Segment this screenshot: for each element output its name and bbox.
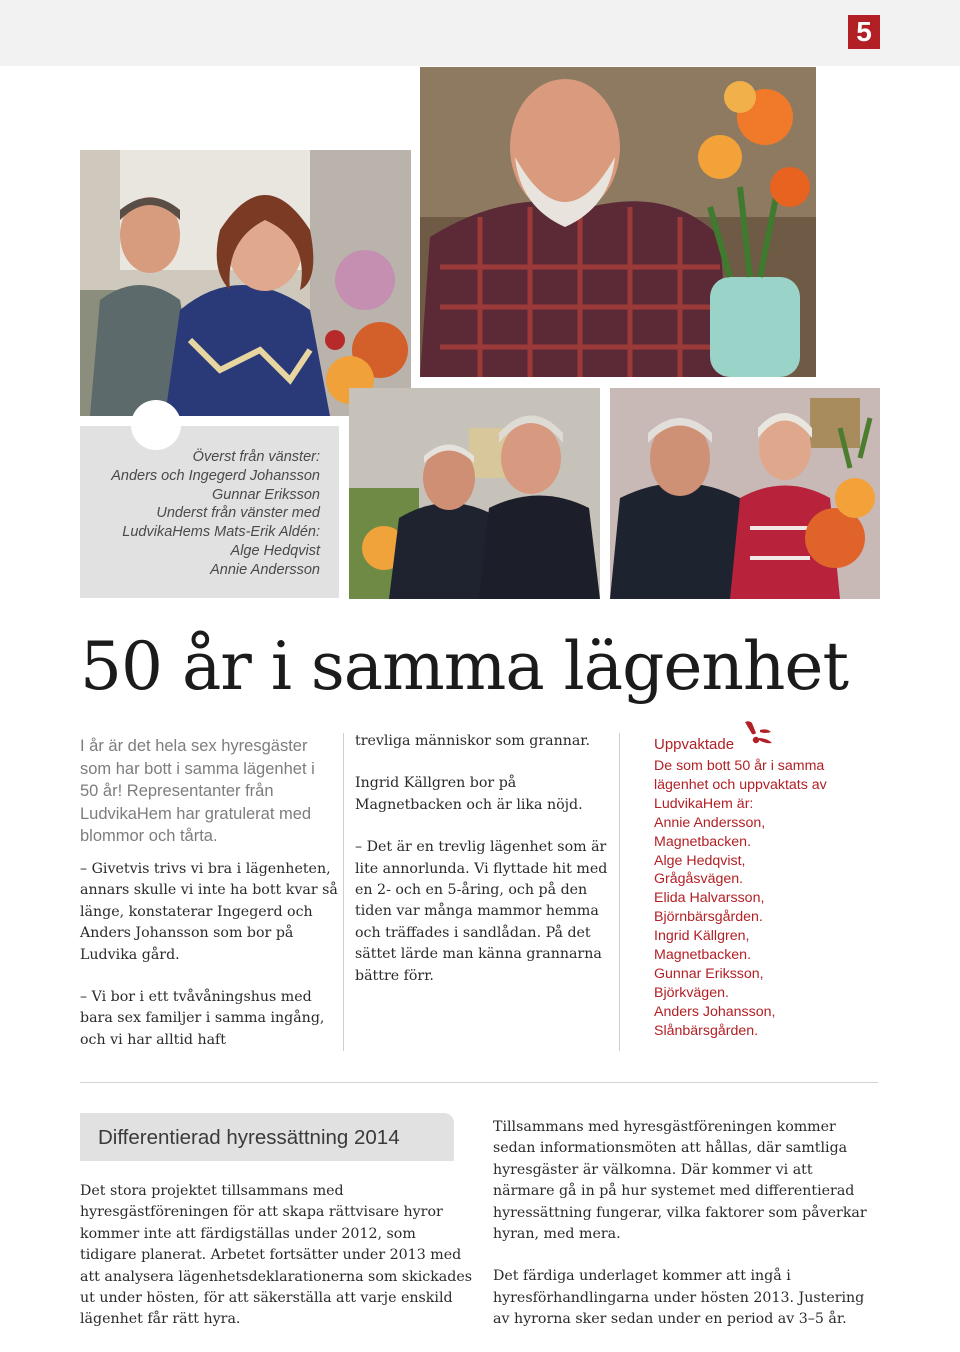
caption-line: LudvikaHems Mats-Erik Aldén:	[122, 524, 320, 541]
sidebar-line: lägenhet och uppvaktats av	[654, 776, 827, 793]
top-bar	[0, 0, 960, 66]
paragraph: Tillsammans med hyresgästföreningen kommer sedan informationsmöten att hållas, där samtliga hyresgäster är välkomna. Där kommer vi att närmare gå in på hur systemet med differentierad hyressättning fungerar, vilka faktorer som påverkar hyran, med mera.	[493, 1119, 867, 1243]
article-intro: I år är det hela sex hyresgäster som har bott i samma lägenhet i 50 år! Representanter från LudvikaHem har gratulerat med blommor och tårta.	[80, 737, 315, 845]
sidebar-list	[654, 757, 884, 1041]
sidebar-line: Grågåsvägen.	[654, 871, 744, 888]
section-column-right	[493, 1117, 878, 1352]
sidebar-line: De som bott 50 år i samma	[654, 758, 825, 774]
photo-couple-with-flowers	[80, 150, 411, 416]
section-column-left	[80, 1181, 472, 1352]
column-divider	[619, 733, 620, 1051]
photo-caption	[86, 448, 320, 580]
sidebar-line: Magnetbacken.	[654, 833, 752, 850]
exclamation-mark-icon	[743, 720, 773, 746]
sidebar-line: Elida Halvarsson,	[654, 890, 765, 907]
caption-line: Underst från vänster med	[156, 505, 320, 522]
sidebar-line: Björkvägen.	[654, 984, 729, 1001]
photo-man-with-flowers	[420, 67, 816, 377]
article-column-2	[355, 731, 617, 1008]
paragraph: Det färdiga underlaget kommer att ingå i hyresförhandlingarna under hösten 2013. Justering av hyrorna sker sedan under en period av 3–5 år.	[493, 1268, 865, 1328]
sidebar-line: Annie Andersson,	[654, 814, 766, 831]
paragraph: Ingrid Källgren bor på Magnetbacken och är lika nöjd.	[355, 775, 583, 813]
paragraph: – Det är en trevlig lägenhet som är lite annorlunda. Vi flyttade hit med en 2- och en 5-åring, och på den tiden var många mammor hemma och träffades i sandlådan. På det sättet lärde man känna grannarna bättre förr.	[355, 839, 608, 984]
paragraph: trevliga människor som grannar.	[355, 733, 591, 749]
paragraph: Det stora projektet tillsammans med hyresgästföreningen för att skapa rättvisare hyror kommer inte att färdigställas under 2012, som tidigare planerat. Arbetet fortsätter under 2013 med att analysera lägenhetsdeklarationerna som skickades ut under hösten, för att säkerställa att varje enskild lägenhet får rätt hyra.	[80, 1183, 473, 1328]
caption-line: Överst från vänster:	[192, 449, 320, 465]
section-divider	[80, 1082, 878, 1083]
paragraph: – Vi bor i ett tvåvåningshus med bara sex familjer i samma ingång, och vi har alltid haft	[80, 989, 325, 1048]
caption-line: Alge Hedqvist	[230, 542, 320, 559]
sidebar-line: Björnbärsgården.	[654, 909, 763, 926]
section-title: Differentierad hyressättning 2014	[98, 1126, 400, 1149]
sidebar-line: LudvikaHem är:	[654, 795, 754, 812]
caption-line: Anders och Ingegerd Johansson	[111, 467, 320, 484]
sidebar-line: Magnetbacken.	[654, 947, 752, 964]
sidebar-line: Anders Johansson,	[654, 1003, 776, 1020]
sidebar-line: Alge Hedqvist,	[654, 852, 746, 869]
page-title: 50 år i samma lägenhet	[80, 628, 849, 705]
paragraph: – Givetvis trivs vi bra i lägenheten, annars skulle vi inte ha bott kvar så länge, konstaterar Ingegerd och Anders Johansson som bor på Ludvika gård.	[80, 861, 338, 963]
column-divider	[343, 733, 344, 1051]
sidebar-title: Uppvaktade	[654, 736, 735, 753]
caption-line: Gunnar Eriksson	[212, 486, 320, 503]
sidebar-line: Slånbärsgården.	[654, 1022, 759, 1039]
page-number-badge: 5	[848, 15, 880, 49]
photo-couple-with-bouquet	[610, 388, 880, 599]
caption-notch	[131, 400, 181, 450]
photo-two-men	[349, 388, 600, 599]
caption-line: Annie Andersson	[210, 561, 320, 578]
article-column-1	[80, 859, 342, 1072]
sidebar-line: Gunnar Eriksson,	[654, 965, 764, 982]
sidebar-line: Ingrid Källgren,	[654, 928, 750, 945]
